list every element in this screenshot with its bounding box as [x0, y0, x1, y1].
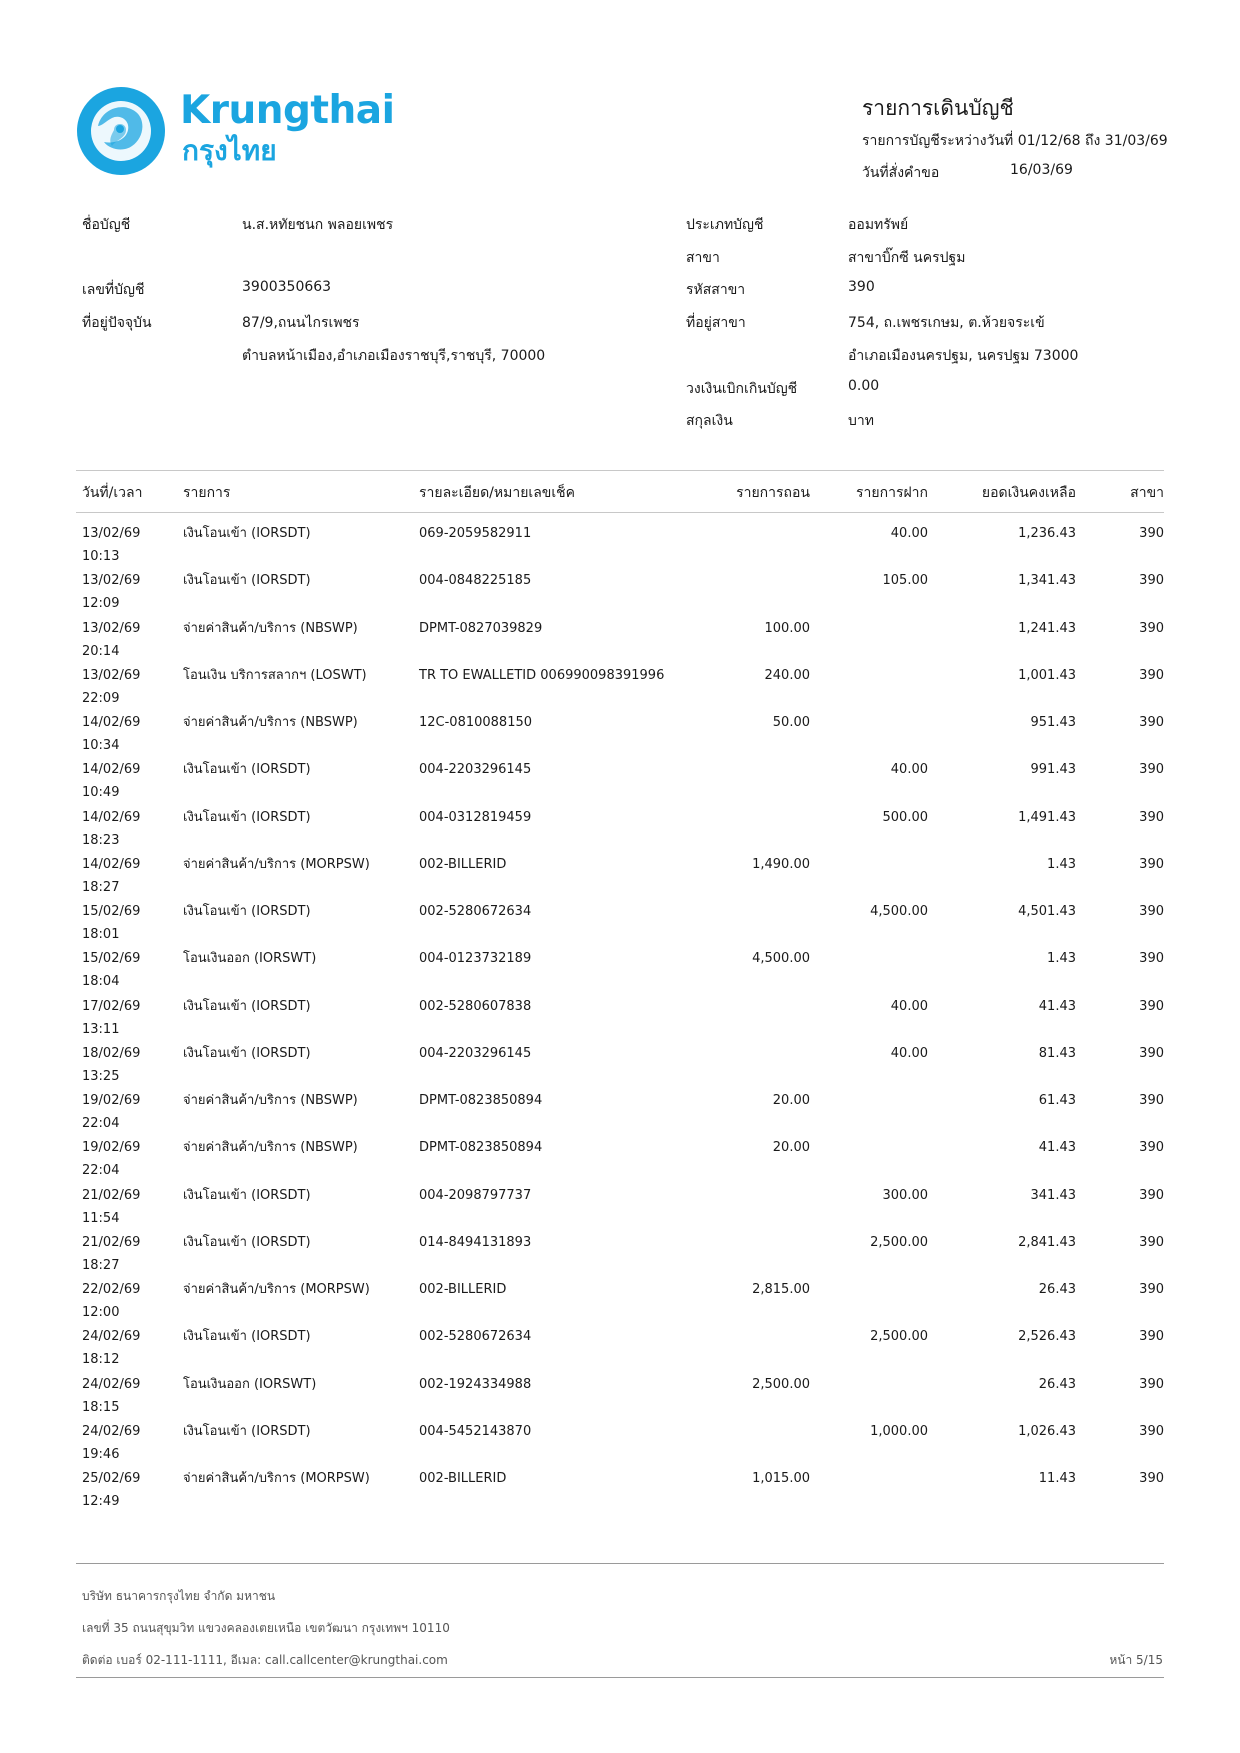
cell-ref: 004-2098797737: [419, 1187, 532, 1203]
footer-top-rule: [76, 1563, 1164, 1564]
cell-ref: 004-5452143870: [419, 1423, 532, 1439]
header-description: รายการ: [183, 485, 231, 501]
overdraft-value: 0.00: [848, 378, 880, 394]
cell-bal: 4,501.43: [1018, 904, 1076, 919]
cell-date: 14/02/69: [82, 809, 141, 825]
header-detail: รายละเอียด/หมายเลขเช็ค: [419, 485, 575, 501]
cell-desc: จ่ายค่าสินค้า/บริการ (MORPSW): [183, 856, 370, 872]
table-row: [0, 900, 1240, 947]
cell-br: 390: [1139, 904, 1164, 919]
branch-value: สาขาบิ๊กซี นครปฐม: [848, 250, 966, 266]
cell-wd: 2,815.00: [752, 1282, 810, 1297]
cell-ref: 12C-0810088150: [419, 715, 533, 730]
branch-code-label: รหัสสาขา: [686, 282, 746, 298]
cell-desc: จ่ายค่าสินค้า/บริการ (MORPSW): [183, 1282, 370, 1297]
cell-br: 390: [1139, 1234, 1164, 1250]
cell-ref: DPMT-0823850894: [419, 1140, 543, 1156]
cell-date: 13/02/69: [82, 667, 141, 683]
cell-dep: 2,500.00: [870, 1234, 928, 1250]
branch-address-label: ที่อยู่สาขา: [686, 315, 746, 331]
cell-time: 18:04: [82, 974, 120, 990]
cell-time: 10:34: [82, 738, 120, 753]
cell-date: 24/02/69: [82, 1376, 141, 1392]
account-type-label: ประเภทบัญชี: [686, 217, 764, 233]
account-name-label: ชื่อบัญชี: [82, 217, 131, 233]
cell-wd: 20.00: [772, 1140, 810, 1156]
table-row: [0, 758, 1240, 805]
cell-br: 390: [1139, 573, 1164, 589]
table-row: [0, 522, 1240, 569]
cell-date: 13/02/69: [82, 573, 141, 589]
cell-dep: 105.00: [882, 573, 928, 589]
krungthai-logo-icon: [76, 86, 166, 176]
cell-wd: 100.00: [764, 620, 810, 636]
cell-br: 390: [1139, 951, 1164, 967]
cell-time: 11:54: [82, 1210, 120, 1226]
cell-desc: เงินโอนเข้า (IORSDT): [183, 573, 311, 589]
cell-br: 390: [1139, 762, 1164, 778]
cell-br: 390: [1139, 1329, 1164, 1345]
cell-wd: 1,015.00: [752, 1471, 810, 1486]
cell-br: 390: [1139, 715, 1164, 730]
page-number: หน้า 5/15: [1109, 1653, 1163, 1667]
cell-dep: 500.00: [882, 809, 928, 825]
table-row: [0, 617, 1240, 664]
branch-label: สาขา: [686, 250, 720, 266]
cell-desc: เงินโอนเข้า (IORSDT): [183, 1329, 311, 1345]
table-row: [0, 1136, 1240, 1183]
cell-desc: เงินโอนเข้า (IORSDT): [183, 762, 311, 778]
table-top-rule: [76, 470, 1164, 471]
cell-time: 10:49: [82, 785, 120, 801]
address-label: ที่อยู่ปัจจุบัน: [82, 315, 152, 331]
cell-wd: 2,500.00: [752, 1376, 810, 1392]
cell-dep: 40.00: [890, 998, 928, 1014]
cell-ref: 002-BILLERID: [419, 1282, 507, 1297]
address-line1: 87/9,ถนนไกรเพชร: [242, 315, 360, 331]
table-row: [0, 1184, 1240, 1231]
branch-address-line1: 754, ถ.เพชรเกษม, ต.ห้วยจระเข้: [848, 315, 1045, 331]
cell-time: 13:11: [82, 1021, 120, 1037]
footer-contact: ติดต่อ เบอร์ 02-111-1111, อีเมล: call.callcenter@krungthai.com: [82, 1653, 448, 1667]
cell-time: 20:14: [82, 643, 120, 659]
footer-address: เลขที่ 35 ถนนสุขุมวิท แขวงคลองเตยเหนือ เขตวัฒนา กรุงเทพฯ 10110: [82, 1621, 450, 1635]
cell-desc: เงินโอนเข้า (IORSDT): [183, 904, 311, 919]
request-date-value: 16/03/69: [1010, 162, 1073, 178]
cell-ref: 002-5280607838: [419, 998, 532, 1014]
cell-date: 17/02/69: [82, 998, 141, 1014]
cell-ref: 002-1924334988: [419, 1376, 532, 1392]
header-datetime: วันที่/เวลา: [82, 485, 143, 501]
cell-bal: 951.43: [1030, 715, 1076, 730]
cell-ref: 002-5280672634: [419, 904, 532, 919]
cell-bal: 61.43: [1038, 1093, 1076, 1108]
cell-desc: โอนเงินออก (IORSWT): [183, 1376, 317, 1392]
cell-ref: 004-0848225185: [419, 573, 532, 589]
header-deposit: รายการฝาก: [856, 485, 928, 501]
cell-ref: 002-5280672634: [419, 1329, 532, 1345]
cell-time: 22:09: [82, 690, 120, 706]
cell-br: 390: [1139, 1471, 1164, 1486]
table-row: [0, 1231, 1240, 1278]
cell-time: 12:00: [82, 1305, 120, 1320]
cell-bal: 11.43: [1038, 1471, 1076, 1486]
brand-name-th: กรุงไทย: [182, 134, 277, 167]
table-row: [0, 1042, 1240, 1089]
cell-desc: โอนเงินออก (IORSWT): [183, 951, 317, 967]
cell-bal: 41.43: [1038, 998, 1076, 1014]
cell-time: 18:12: [82, 1352, 120, 1368]
cell-ref: 014-8494131893: [419, 1234, 532, 1250]
cell-desc: จ่ายค่าสินค้า/บริการ (MORPSW): [183, 1471, 370, 1486]
bank-logo: [76, 86, 396, 178]
table-row: [0, 1089, 1240, 1136]
table-row: [0, 1373, 1240, 1420]
cell-br: 390: [1139, 856, 1164, 872]
cell-date: 21/02/69: [82, 1187, 141, 1203]
cell-bal: 26.43: [1038, 1282, 1076, 1297]
cell-ref: DPMT-0827039829: [419, 620, 543, 636]
cell-ref: 004-2203296145: [419, 1045, 532, 1061]
cell-desc: จ่ายค่าสินค้า/บริการ (NBSWP): [183, 1140, 358, 1156]
cell-br: 390: [1139, 1093, 1164, 1108]
cell-ref: 004-0312819459: [419, 809, 532, 825]
cell-date: 19/02/69: [82, 1093, 141, 1108]
cell-bal: 2,526.43: [1018, 1329, 1076, 1345]
cell-ref: 069-2059582911: [419, 526, 532, 541]
cell-desc: เงินโอนเข้า (IORSDT): [183, 1234, 311, 1250]
cell-br: 390: [1139, 1140, 1164, 1156]
cell-date: 14/02/69: [82, 856, 141, 872]
header-balance: ยอดเงินคงเหลือ: [981, 485, 1076, 501]
cell-desc: จ่ายค่าสินค้า/บริการ (NBSWP): [183, 715, 358, 730]
cell-bal: 1,236.43: [1018, 526, 1076, 541]
cell-time: 18:23: [82, 832, 120, 848]
cell-br: 390: [1139, 1045, 1164, 1061]
header-withdrawal: รายการถอน: [736, 485, 810, 501]
branch-code-value: 390: [848, 279, 875, 295]
cell-bal: 2,841.43: [1018, 1234, 1076, 1250]
table-row: [0, 1325, 1240, 1372]
cell-ref: TR TO EWALLETID 006990098391996: [419, 667, 665, 683]
cell-br: 390: [1139, 809, 1164, 825]
table-row: [0, 995, 1240, 1042]
cell-date: 13/02/69: [82, 620, 141, 636]
cell-bal: 81.43: [1038, 1045, 1076, 1061]
cell-time: 10:13: [82, 549, 120, 564]
statement-title: รายการเดินบัญชี: [862, 96, 1014, 120]
currency-label: สกุลเงิน: [686, 413, 733, 429]
cell-bal: 1,341.43: [1018, 573, 1076, 589]
cell-date: 21/02/69: [82, 1234, 141, 1250]
cell-date: 14/02/69: [82, 715, 141, 730]
cell-ref: 002-BILLERID: [419, 856, 507, 872]
cell-time: 13:25: [82, 1068, 120, 1084]
cell-ref: 004-0123732189: [419, 951, 532, 967]
table-row: [0, 806, 1240, 853]
cell-desc: เงินโอนเข้า (IORSDT): [183, 998, 311, 1014]
cell-time: 12:09: [82, 596, 120, 612]
cell-desc: จ่ายค่าสินค้า/บริการ (NBSWP): [183, 620, 358, 636]
cell-br: 390: [1139, 998, 1164, 1014]
table-header-rule: [76, 512, 1164, 513]
account-name-value: น.ส.หทัยชนก พลอยเพชร: [242, 217, 394, 233]
cell-br: 390: [1139, 1423, 1164, 1439]
cell-ref: 004-2203296145: [419, 762, 532, 778]
brand-name-en: Krungthai: [180, 88, 395, 133]
overdraft-label: วงเงินเบิกเกินบัญชี: [686, 381, 798, 397]
cell-desc: เงินโอนเข้า (IORSDT): [183, 1187, 311, 1203]
cell-time: 18:27: [82, 879, 120, 895]
address-line2: ตำบลหน้าเมือง,อำเภอเมืองราชบุรี,ราชบุรี, 70000: [242, 348, 546, 364]
account-type-value: ออมทรัพย์: [848, 217, 909, 233]
cell-time: 22:04: [82, 1116, 120, 1131]
cell-time: 18:01: [82, 927, 120, 942]
cell-time: 12:49: [82, 1494, 120, 1509]
cell-br: 390: [1139, 620, 1164, 636]
cell-bal: 1.43: [1047, 951, 1076, 967]
cell-bal: 1,491.43: [1018, 809, 1076, 825]
branch-address-line2: อำเภอเมืองนครปฐม, นครปฐม 73000: [848, 348, 1079, 364]
cell-time: 18:15: [82, 1399, 120, 1415]
cell-dep: 40.00: [890, 526, 928, 541]
cell-desc: เงินโอนเข้า (IORSDT): [183, 1423, 311, 1439]
cell-ref: 002-BILLERID: [419, 1471, 507, 1486]
cell-date: 18/02/69: [82, 1045, 141, 1061]
table-row: [0, 853, 1240, 900]
table-row: [0, 1467, 1240, 1514]
cell-desc: จ่ายค่าสินค้า/บริการ (NBSWP): [183, 1093, 358, 1108]
cell-date: 15/02/69: [82, 951, 141, 967]
cell-dep: 4,500.00: [870, 904, 928, 919]
request-date-label: วันที่สั่งคำขอ: [862, 165, 940, 181]
cell-dep: 40.00: [890, 762, 928, 778]
cell-wd: 50.00: [772, 715, 810, 730]
cell-date: 24/02/69: [82, 1329, 141, 1345]
table-row: [0, 1420, 1240, 1467]
currency-value: บาท: [848, 413, 874, 429]
cell-dep: 2,500.00: [870, 1329, 928, 1345]
cell-wd: 1,490.00: [752, 856, 810, 872]
account-number-value: 3900350663: [242, 279, 332, 295]
cell-date: 19/02/69: [82, 1140, 141, 1156]
cell-bal: 1,026.43: [1018, 1423, 1076, 1439]
table-row: [0, 711, 1240, 758]
statement-period: รายการบัญชีระหว่างวันที่ 01/12/68 ถึง 31/03/69: [862, 133, 1168, 149]
table-row: [0, 947, 1240, 994]
footer-bottom-rule: [76, 1677, 1164, 1678]
cell-bal: 1,001.43: [1018, 667, 1076, 683]
table-row: [0, 1278, 1240, 1325]
cell-dep: 40.00: [890, 1045, 928, 1061]
cell-bal: 1.43: [1047, 856, 1076, 872]
cell-bal: 26.43: [1038, 1376, 1076, 1392]
cell-date: 14/02/69: [82, 762, 141, 778]
cell-bal: 1,241.43: [1018, 620, 1076, 636]
cell-time: 19:46: [82, 1446, 120, 1462]
cell-br: 390: [1139, 526, 1164, 541]
cell-br: 390: [1139, 667, 1164, 683]
cell-time: 18:27: [82, 1257, 120, 1273]
cell-date: 24/02/69: [82, 1423, 141, 1439]
cell-date: 22/02/69: [82, 1282, 141, 1297]
table-row: [0, 664, 1240, 711]
cell-bal: 341.43: [1030, 1187, 1076, 1203]
cell-date: 25/02/69: [82, 1471, 141, 1486]
cell-br: 390: [1139, 1187, 1164, 1203]
cell-dep: 1,000.00: [870, 1423, 928, 1439]
cell-wd: 240.00: [764, 667, 810, 683]
cell-desc: เงินโอนเข้า (IORSDT): [183, 1045, 311, 1061]
cell-wd: 4,500.00: [752, 951, 810, 967]
header-branch: สาขา: [1130, 485, 1164, 501]
cell-br: 390: [1139, 1376, 1164, 1392]
cell-desc: โอนเงิน บริการสลากฯ (LOSWT): [183, 667, 367, 683]
cell-date: 15/02/69: [82, 904, 141, 919]
cell-bal: 41.43: [1038, 1140, 1076, 1156]
cell-ref: DPMT-0823850894: [419, 1093, 543, 1108]
cell-date: 13/02/69: [82, 526, 141, 541]
cell-wd: 20.00: [772, 1093, 810, 1108]
account-number-label: เลขที่บัญชี: [82, 282, 145, 298]
cell-desc: เงินโอนเข้า (IORSDT): [183, 809, 311, 825]
table-row: [0, 569, 1240, 616]
footer-company: บริษัท ธนาคารกรุงไทย จำกัด มหาชน: [82, 1589, 276, 1603]
cell-time: 22:04: [82, 1163, 120, 1179]
cell-br: 390: [1139, 1282, 1164, 1297]
cell-dep: 300.00: [882, 1187, 928, 1203]
cell-bal: 991.43: [1030, 762, 1076, 778]
cell-desc: เงินโอนเข้า (IORSDT): [183, 526, 311, 541]
